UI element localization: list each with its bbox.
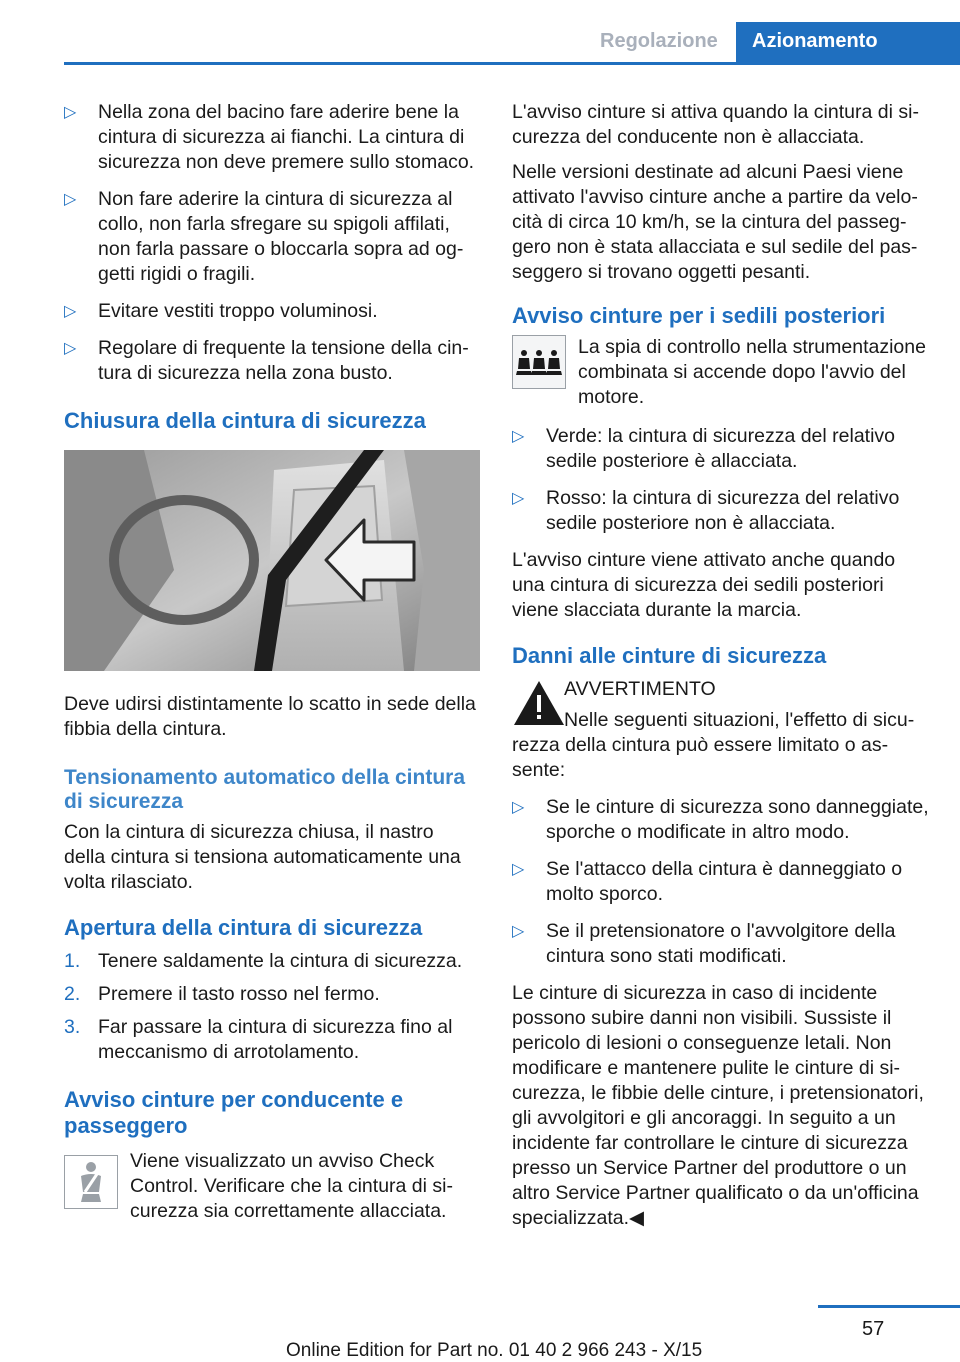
seatbelt-photo xyxy=(64,450,480,671)
driver-warning-row xyxy=(64,1149,480,1224)
list-item: ▷ Se le cinture di sicurezza sono danneggiate, sporche o modificate in altro modo. xyxy=(512,796,929,843)
triangle-right-icon: ▷ xyxy=(64,191,77,208)
list-item: ▷ Regolare di frequente la tensione della cintura di sicurezza nella zona busto. xyxy=(64,337,469,384)
rear-warning-row xyxy=(512,335,932,410)
tension-text: Con la cintura di sicurezza chiusa, il nastro della cintura si tensiona automaticamente una volta rilasciato. xyxy=(64,821,461,893)
list-item: ▷ Evitare vestiti troppo voluminosi. xyxy=(64,300,378,322)
footer-rule xyxy=(818,1305,960,1308)
warning-triangle-icon xyxy=(512,679,566,727)
heading-driver: Avviso cinture per conducente e passeggero xyxy=(64,1087,404,1138)
right-column xyxy=(512,100,932,1241)
closing-text: Deve udirsi distintamente lo scatto in sede della fibbia della cintura. xyxy=(64,693,476,740)
triangle-right-icon: ▷ xyxy=(512,861,525,878)
page-header xyxy=(0,0,960,64)
list-item: ▷ Rosso: la cintura di sicurezza del relativo sedile posteriore non è allacciata. xyxy=(512,487,900,534)
triangle-right-icon: ▷ xyxy=(64,303,77,320)
list-item: 3. Far passare la cintura di sicurezza fino al meccanismo di arrotolamento. xyxy=(64,1016,453,1063)
rear-warning-text: La spia di controllo nella strumentazione combinata si accende dopo l'avvio del motore. xyxy=(578,336,926,408)
country-versions-text: Nelle versioni destinate ad alcuni Paesi viene attivato l'avviso cinture anche a partire da velocità di circa 10 km/h, se la cintura del passeggero non è stata allacciata e sul sedile del passeggero si trovano oggetti pesanti. xyxy=(512,161,918,283)
heading-closing: Chiusura della cintura di sicurezza xyxy=(64,408,426,433)
list-item: 2. Premere il tasto rosso nel fermo. xyxy=(64,983,380,1005)
heading-tension: Tensionamento automatico della cintura di sicurezza xyxy=(64,766,466,813)
list-item: ▷ Se l'attacco della cintura è danneggiato o molto sporco. xyxy=(512,858,903,905)
warning-text: Nelle seguenti situazioni, l'effetto di sicurezza della cintura può essere limitato o assente: xyxy=(512,709,915,781)
triangle-right-icon: ▷ xyxy=(64,104,77,121)
triangle-right-icon: ▷ xyxy=(512,923,525,940)
list-item: ▷ Se il pretensionatore o l'avvolgitore della cintura sono stati modificati. xyxy=(512,920,896,967)
triangle-right-icon: ▷ xyxy=(64,340,77,357)
heading-opening: Apertura della cintura di sicurezza xyxy=(64,915,423,940)
header-tab: Azionamento xyxy=(736,22,960,62)
heading-damage: Danni alle cinture di sicurezza xyxy=(512,643,827,668)
list-item: 1. Tenere saldamente la cintura di sicurezza. xyxy=(64,950,463,972)
rear-seats-icon xyxy=(512,335,566,389)
rear-unfasten-text: L'avviso cinture viene attivato anche quando una cintura di sicurezza dei sedili posteriori viene slacciata durante la marcia. xyxy=(512,549,896,621)
triangle-right-icon: ▷ xyxy=(512,799,525,816)
driver-warning-text: Viene visualizzato un avviso Check Control. Verificare che la cintura di sicurezza sia correttamente allacciata. xyxy=(130,1150,453,1222)
warning-block xyxy=(512,677,932,783)
seatbelt-activation-text: L'avviso cinture si attiva quando la cintura di sicurezza del conducente non è allacciata. xyxy=(512,101,919,148)
triangle-right-icon: ▷ xyxy=(512,490,525,507)
header-section: Regolazione xyxy=(600,30,718,52)
list-item: ▷ Verde: la cintura di sicurezza del relativo sedile posteriore è allacciata. xyxy=(512,425,896,472)
list-item: ▷ Non fare aderire la cintura di sicurezza al collo, non farla sfregare su spigoli affilati, non farla passare o bloccarla sopra ad oggetti rigidi o fragili. xyxy=(64,188,464,285)
seatbelt-person-icon xyxy=(64,1155,118,1209)
damage-text: Le cinture di sicurezza in caso di incidente possono subire danni non visibili. Sussiste il pericolo di lesioni o conseguenze letali. Non modificare e mantenere pulite le cinture di sicurezza, le fibbie delle cinture, i pretensionatori, gli avvolgitori e gli ancoraggi. In seguito a un incidente far controllare le cinture di sicurezza presso un Service Partner del produttore o un altro Service Partner qualificato o da un'officina specializzata.◀ xyxy=(512,982,924,1229)
heading-rear: Avviso cinture per i sedili posteriori xyxy=(512,303,886,328)
left-column xyxy=(64,100,480,1234)
online-edition-text: Online Edition for Part no. 01 40 2 966 243 - X/15 xyxy=(286,1340,703,1361)
page-number: 57 xyxy=(862,1318,885,1340)
triangle-right-icon: ▷ xyxy=(512,428,525,445)
header-rule xyxy=(64,62,960,65)
warning-title: AVVERTIMENTO xyxy=(564,678,716,700)
list-item: ▷ Nella zona del bacino fare aderire bene la cintura di sicurezza ai fianchi. La cintura di sicurezza non deve premere sullo stomaco. xyxy=(64,101,475,173)
